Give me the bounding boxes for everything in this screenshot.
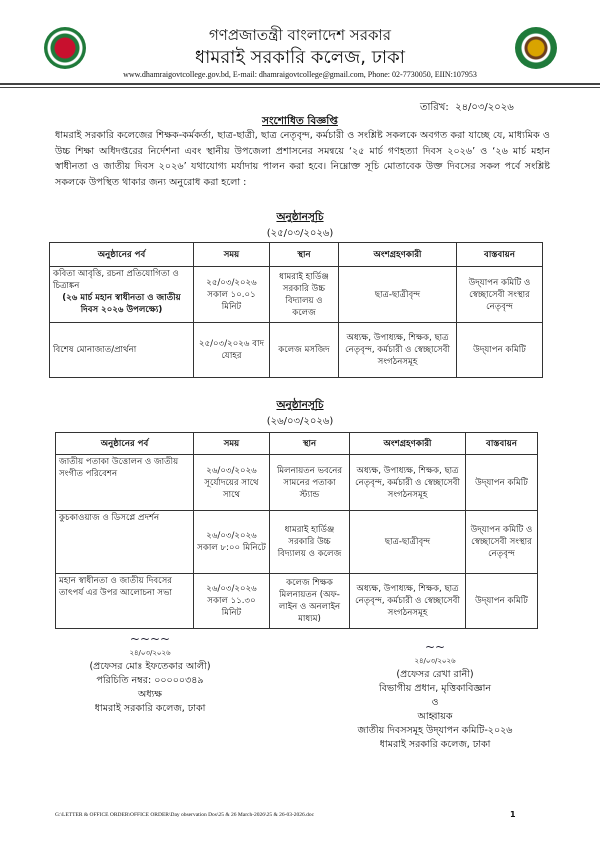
- signatory-name: (প্রফেসর মোঃ ইফতেকার আলী): [89, 661, 211, 672]
- table-row: [50, 323, 543, 378]
- table-row: [56, 455, 538, 511]
- place-cell: মিলনায়তন ভবনের সামনের পতাকা স্ট্যান্ড: [270, 455, 350, 511]
- place-cell: ধামরাই হার্ডিঞ্জ সরকারি উচ্চ বিদ্যালয় ও কলেজ: [270, 267, 339, 323]
- college-name: ধামরাই সরকারি কলেজ, ঢাকা: [195, 47, 405, 68]
- col-header: অনুষ্ঠানের পর্ব: [56, 433, 194, 455]
- col-header: সময়: [194, 243, 270, 267]
- handwritten-signature: ~~: [424, 640, 446, 654]
- time-cell: ২৬/০৩/২০২৬ সূর্যোদয়ের সাথে সাথে: [194, 455, 270, 511]
- time-cell: ২৬/০৩/২০২৬ সকাল ১১.৩০ মিনিট: [194, 574, 270, 629]
- participants-cell: অধ্যক্ষ, উপাধ্যক্ষ, শিক্ষক, ছাত্র নেতৃবৃন্দ, কর্মচারী ও স্বেচ্ছাসেবী সংগঠনসমূহ: [339, 323, 457, 378]
- table-row: [50, 267, 543, 323]
- implementer-cell: উদ্‌যাপন কমিটি: [457, 323, 543, 378]
- header-divider: [0, 83, 600, 85]
- event-cell: কবিতা আবৃত্তি, রচনা প্রতিযোগিতা ও চিত্রাঙ্কন: [53, 269, 179, 291]
- col-header: অংশগ্রহণকারী: [339, 243, 457, 267]
- time-cell: ২৫/০৩/২০২৬ বাদ যোহর: [194, 323, 270, 378]
- schedule1-title: অনুষ্ঠানসূচি: [276, 211, 324, 223]
- signatory-line: ধামরাই সরকারি কলেজ, ঢাকা: [94, 703, 206, 714]
- schedule1-table: [49, 242, 543, 378]
- signatory-line: জাতীয় দিবসসমূহ উদ্‌যাপন কমিটি-২০২৬: [357, 725, 513, 736]
- col-header: স্থান: [270, 433, 350, 455]
- contact-line: www.dhamraigovtcollege.gov.bd, E-mail: dhamraigovtcollege@gmail.com, Phone: 02-7730050, EIIN:107953: [123, 70, 477, 79]
- implementer-cell: উদ্‌যাপন কমিটি: [466, 574, 538, 629]
- signatory-line: ও: [431, 697, 439, 708]
- signed-date: ২৪/০৩/২০২৬: [129, 649, 171, 657]
- participants-cell: অধ্যক্ষ, উপাধ্যক্ষ, শিক্ষক, ছাত্র নেতৃবৃন্দ, কর্মচারী ও স্বেচ্ছাসেবী সংগঠনসমূহ: [350, 574, 466, 629]
- time-cell: ২৫/০৩/২০২৬ সকাল ১০.০১ মিনিট: [194, 267, 270, 323]
- signed-date: ২৪/০৩/২০২৬: [414, 657, 456, 665]
- event-note: (২৬ মার্চ মহান স্বাধীনতা ও জাতীয় দিবস ২০২৬ উপলক্ষ্যে): [62, 293, 181, 315]
- participants-cell: অধ্যক্ষ, উপাধ্যক্ষ, শিক্ষক, ছাত্র নেতৃবৃন্দ, কর্মচারী ও স্বেচ্ছাসেবী সংগঠনসমূহ: [350, 455, 466, 511]
- participants-cell: ছাত্র-ছাত্রীবৃন্দ: [350, 511, 466, 574]
- signature-block-convener: [335, 640, 535, 752]
- header-divider-thin: [0, 87, 600, 88]
- signatory-line: ধামরাই সরকারি কলেজ, ঢাকা: [379, 739, 491, 750]
- signatory-line: আহ্বায়ক: [417, 711, 453, 722]
- schedule2-date: (২৬/০৩/২০২৬): [266, 416, 334, 427]
- implementer-cell: উদ্‌যাপন কমিটি: [466, 455, 538, 511]
- time-cell: ২৬/০৩/২০২৬ সকাল ৮:০০ মিনিটে: [194, 511, 270, 574]
- date-label: তারিখ:: [420, 102, 449, 113]
- place-cell: ধামরাই হার্ডিঞ্জ সরকারি উচ্চ বিদ্যালয় ও কলেজ: [270, 511, 350, 574]
- event-cell: বিশেষ মোনাজাত/প্রার্থনা: [50, 323, 194, 378]
- file-path-footer: G:\LETTER & OFFICE ORDER\OFFICE ORDER\Day observation Dos\25 & 26 March-2026\25 & 26-03-2026.doc: [55, 812, 315, 818]
- col-header: সময়: [194, 433, 270, 455]
- place-cell: কলেজ শিক্ষক মিলনায়তন (অফ-লাইন ও অনলাইন মাধ্যম): [270, 574, 350, 629]
- handwritten-signature: ~~~~: [129, 632, 171, 646]
- event-cell: কুচকাওয়াজ ও ডিসপ্লে প্রদর্শন: [56, 511, 194, 574]
- implementer-cell: উদ্‌যাপন কমিটি ও স্বেচ্ছাসেবী সংস্থার নেতৃবৃন্দ: [457, 267, 543, 323]
- col-header: স্থান: [270, 243, 339, 267]
- place-cell: কলেজ মসজিদ: [270, 323, 339, 378]
- event-cell: জাতীয় পতাকা উত্তোলন ও জাতীয় সংগীত পরিবেশন: [56, 455, 194, 511]
- schedule2-table: [55, 432, 538, 629]
- event-cell: মহান স্বাধীনতা ও জাতীয় দিবসের তাৎপর্য এর উপর আলোচনা সভা: [56, 574, 194, 629]
- signatory-line: অধ্যক্ষ: [137, 689, 162, 700]
- col-header: অংশগ্রহণকারী: [350, 433, 466, 455]
- signatory-name: (প্রফেসর রেখা রানী): [396, 669, 474, 680]
- col-header: অনুষ্ঠানের পর্ব: [50, 243, 194, 267]
- date-value: ২৪/০৩/২০২৬: [455, 102, 514, 113]
- signatory-line: পরিচিতি নম্বর: ০০০০০৩৪৯: [96, 675, 204, 686]
- schedule2-title: অনুষ্ঠানসূচি: [276, 399, 324, 411]
- participants-cell: ছাত্র-ছাত্রীবৃন্দ: [339, 267, 457, 323]
- notice-title: সংশোধিত বিজ্ঞপ্তি: [262, 115, 338, 127]
- signature-block-principal: [60, 632, 240, 716]
- table-row: [56, 574, 538, 629]
- table-row: [56, 511, 538, 574]
- schedule1-date: (২৫/০৩/২০২৬): [266, 228, 334, 239]
- page-number: 1: [510, 810, 516, 819]
- notice-body: ধামরাই সরকারি কলেজের শিক্ষক-কর্মকর্তা, ছাত্র-ছাত্রী, ছাত্র নেতৃবৃন্দ, কর্মচারী ও সংশ্লিষ্ট সকলকে অবগত করা যাচ্ছে যে, মাধ্যমিক ও উচ্চ শিক্ষা অধিদপ্তরের নির্দেশনা এবং স্থানীয় উপজেলা প্রশাসনের সমন্বয়ে ‘২৫ মার্চ গণহত্যা দিবস ২০২৬’ ও ‘২৬ মার্চ মহান স্বাধীনতা ও জাতীয় দিবস ২০২৬’ যথাযোগ্য মর্যাদায় পালন করা হবে। নিম্নোক্ত সূচি মোতাবেক উক্ত দিবসের সকল পর্বে সংশ্লিষ্ট সকলকে উপস্থিত থাকার জন্য অনুরোধ করা হলো :: [55, 130, 550, 188]
- government-line: গণপ্রজাতন্ত্রী বাংলাদেশ সরকার: [208, 26, 392, 44]
- signatory-line: বিভাগীয় প্রধান, মৃত্তিকাবিজ্ঞান: [379, 683, 491, 694]
- col-header: বাস্তবায়ন: [457, 243, 543, 267]
- col-header: বাস্তবায়ন: [466, 433, 538, 455]
- implementer-cell: উদ্‌যাপন কমিটি ও স্বেচ্ছাসেবী সংস্থার নেতৃবৃন্দ: [466, 511, 538, 574]
